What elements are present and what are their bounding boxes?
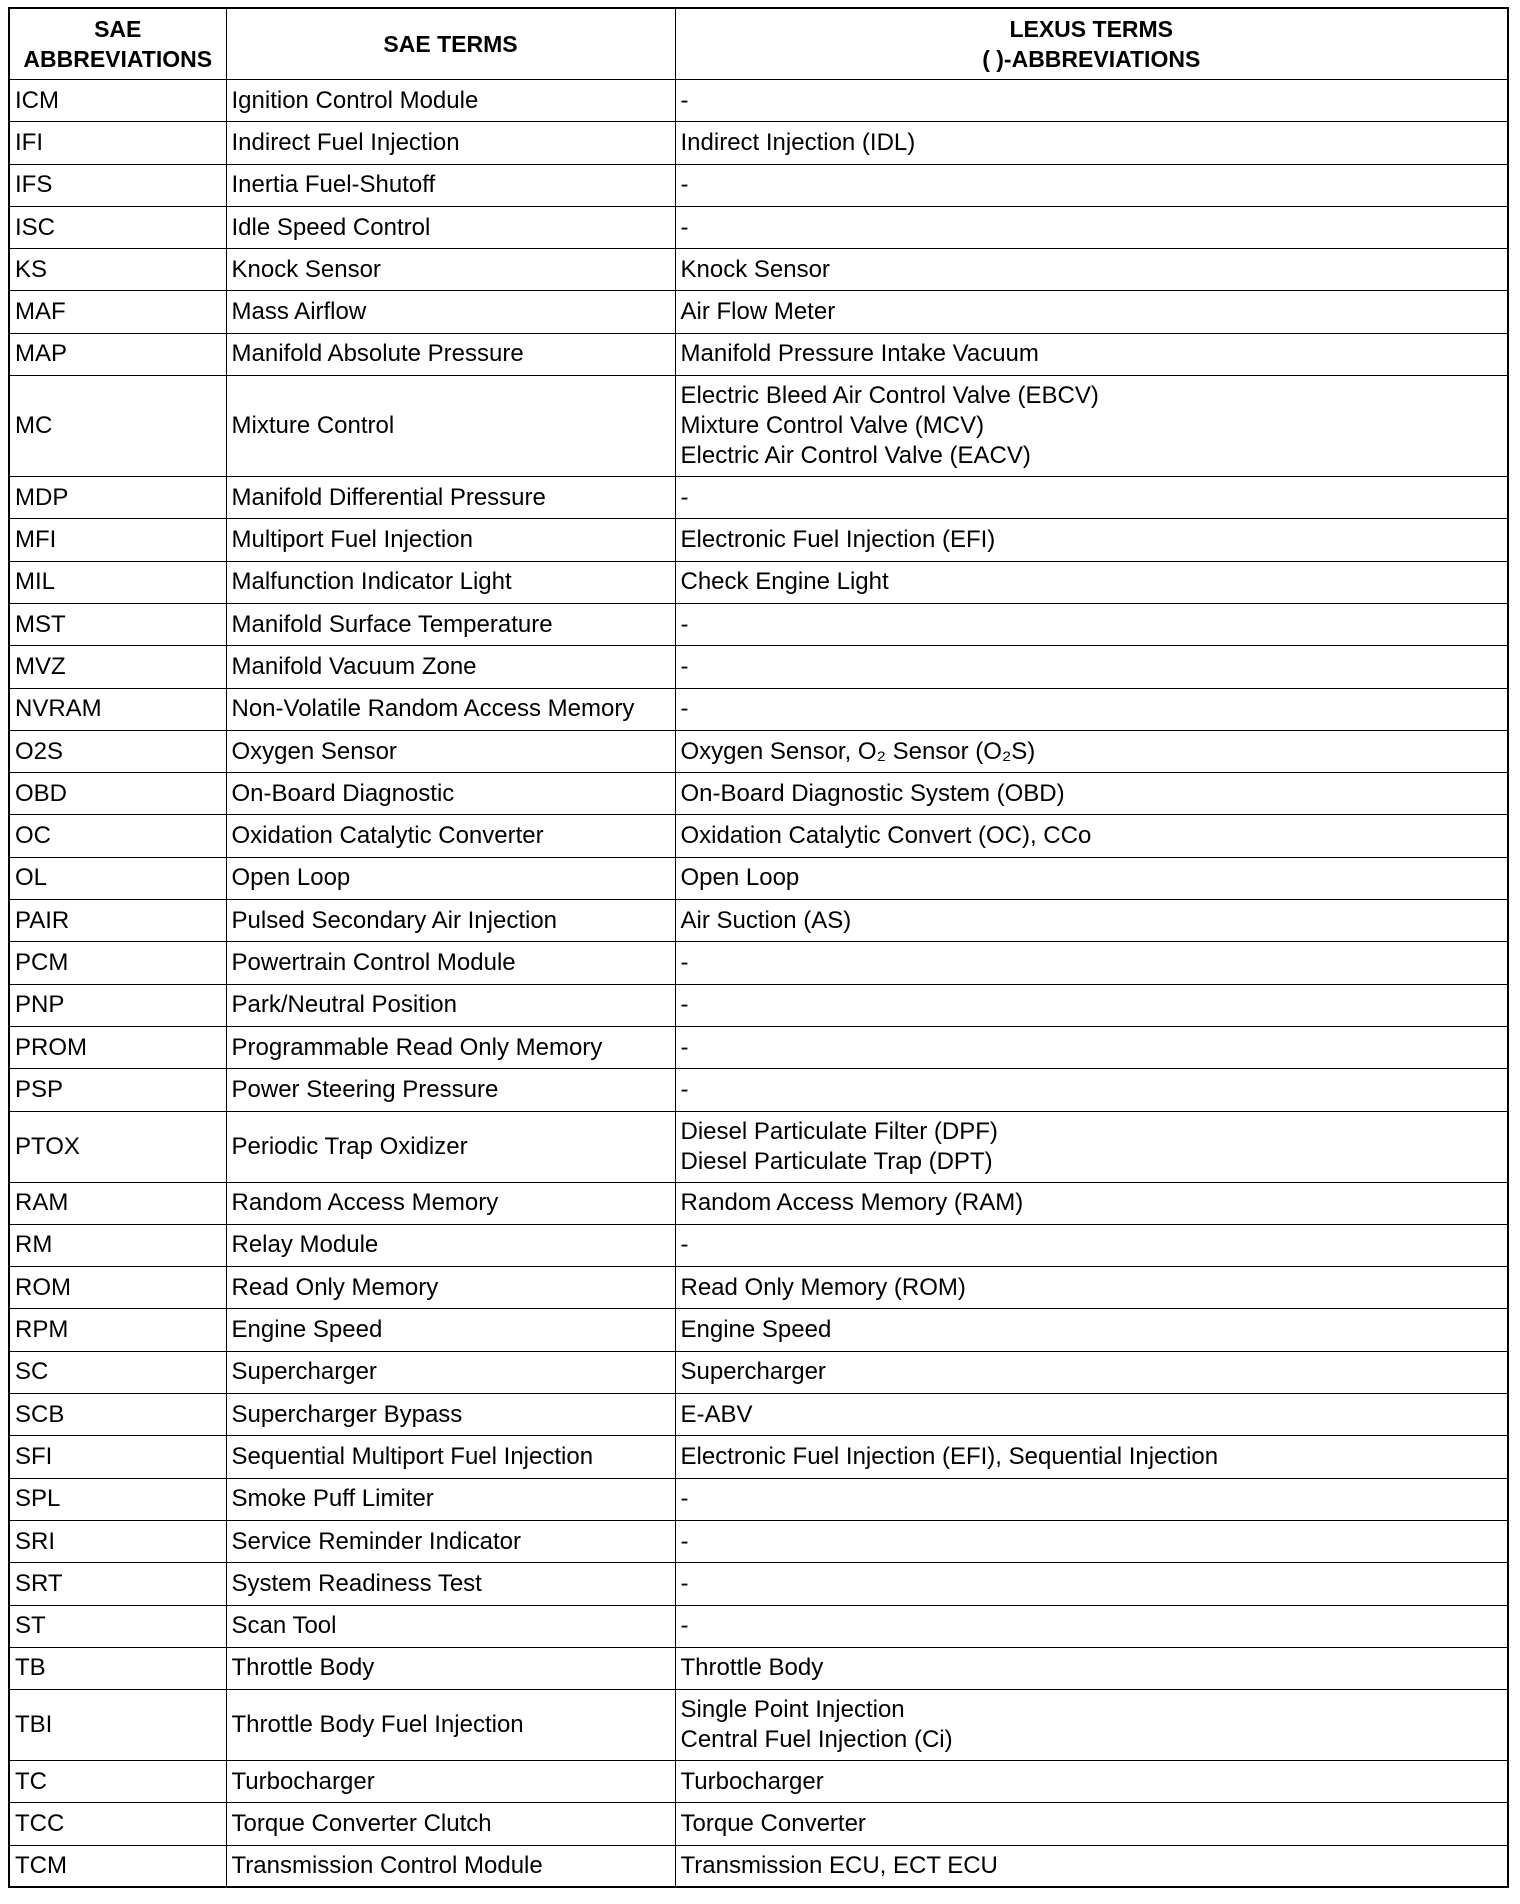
lexus-term-line: Electronic Fuel Injection (EFI), Sequential Injection [680,1442,1219,1470]
cell-sae-abbreviation: KS [9,249,226,291]
cell-sae-term: Transmission Control Module [226,1845,675,1887]
lexus-term-line: Air Flow Meter [680,298,836,326]
cell-sae-abbreviation: PCM [9,942,226,984]
cell-sae-term: Mass Airflow [226,291,675,333]
cell-sae-term: Smoke Puff Limiter [226,1478,675,1520]
table-row [9,519,1508,561]
cell-sae-abbreviation: O2S [9,730,226,772]
cell-lexus-term [675,333,1508,375]
lexus-term-line: - [680,1527,689,1555]
lexus-term-line: - [680,1231,689,1259]
table-row [9,206,1508,248]
cell-sae-abbreviation: MC [9,376,226,477]
cell-lexus-term [675,1182,1508,1224]
lexus-term-line: - [680,1485,689,1513]
cell-sae-term: Idle Speed Control [226,206,675,248]
abbreviations-table [8,7,1509,1888]
cell-lexus-term [675,477,1508,519]
cell-sae-term: Power Steering Pressure [226,1069,675,1111]
cell-lexus-term [675,1605,1508,1647]
cell-sae-abbreviation: SC [9,1351,226,1393]
lexus-term-line: Read Only Memory (ROM) [680,1273,966,1301]
lexus-term-line: Oxidation Catalytic Convert (OC), CCo [680,822,1092,850]
lexus-term-line: Turbocharger [680,1767,824,1795]
table-row [9,1605,1508,1647]
lexus-term-line: Electronic Fuel Injection (EFI) [680,526,996,554]
table-body [9,80,1508,1888]
table-row [9,773,1508,815]
lexus-term-line: Air Suction (AS) [680,906,852,934]
table-row [9,1182,1508,1224]
header-line: SAE TERMS [383,31,518,57]
table-row [9,1520,1508,1562]
table-row [9,815,1508,857]
cell-sae-term: Mixture Control [226,376,675,477]
cell-lexus-term [675,519,1508,561]
cell-lexus-term [675,646,1508,688]
lexus-term-line: E-ABV [680,1400,753,1428]
cell-sae-abbreviation: MFI [9,519,226,561]
lexus-term-line: Supercharger [680,1358,826,1386]
cell-lexus-term [675,730,1508,772]
header-lexus-terms [675,8,1508,80]
cell-sae-term: Inertia Fuel-Shutoff [226,164,675,206]
cell-lexus-term [675,561,1508,603]
cell-lexus-term [675,1803,1508,1845]
cell-sae-abbreviation: TCM [9,1845,226,1887]
cell-lexus-term [675,1761,1508,1803]
cell-lexus-term [675,291,1508,333]
table-row [9,1309,1508,1351]
table-row [9,291,1508,333]
cell-sae-abbreviation: IFS [9,164,226,206]
lexus-term-line: Manifold Pressure Intake Vacuum [680,340,1039,368]
cell-sae-abbreviation: PSP [9,1069,226,1111]
lexus-term-line: Indirect Injection (IDL) [680,128,916,156]
lexus-term-line: - [680,991,689,1019]
cell-lexus-term [675,1224,1508,1266]
cell-sae-abbreviation: MDP [9,477,226,519]
table-row [9,1563,1508,1605]
cell-lexus-term [675,815,1508,857]
table-row [9,1478,1508,1520]
lexus-term-line: Diesel Particulate Filter (DPF) [680,1117,998,1145]
lexus-term-line: Electric Bleed Air Control Valve (EBCV) [680,382,1099,410]
table-row [9,900,1508,942]
table-row [9,249,1508,291]
table-row [9,80,1508,122]
table-row [9,857,1508,899]
cell-sae-abbreviation: RM [9,1224,226,1266]
table-row [9,561,1508,603]
table-row [9,1111,1508,1182]
cell-sae-term: System Readiness Test [226,1563,675,1605]
table-row [9,376,1508,477]
cell-sae-abbreviation: SRI [9,1520,226,1562]
cell-sae-term: Indirect Fuel Injection [226,122,675,164]
cell-sae-term: Sequential Multiport Fuel Injection [226,1436,675,1478]
cell-sae-abbreviation: PNP [9,984,226,1026]
cell-sae-abbreviation: ST [9,1605,226,1647]
cell-lexus-term [675,1069,1508,1111]
cell-sae-abbreviation: TBI [9,1690,226,1761]
lexus-term-line: - [680,1569,689,1597]
cell-lexus-term [675,603,1508,645]
lexus-term-line: - [680,86,689,114]
lexus-term-line: - [680,1075,689,1103]
lexus-term-line: Electric Air Control Valve (EACV) [680,442,1031,470]
cell-sae-abbreviation: ROM [9,1267,226,1309]
cell-lexus-term [675,376,1508,477]
lexus-term-line: Diesel Particulate Trap (DPT) [680,1147,993,1175]
cell-sae-abbreviation: PTOX [9,1111,226,1182]
table-row [9,1224,1508,1266]
lexus-term-line: - [680,1612,689,1640]
cell-sae-term: Supercharger Bypass [226,1394,675,1436]
cell-sae-abbreviation: MAF [9,291,226,333]
lexus-term-line: - [680,213,689,241]
lexus-term-line: - [680,652,689,680]
cell-sae-abbreviation: PAIR [9,900,226,942]
cell-sae-term: Scan Tool [226,1605,675,1647]
cell-lexus-term [675,1845,1508,1887]
cell-lexus-term [675,1690,1508,1761]
cell-sae-term: Knock Sensor [226,249,675,291]
cell-lexus-term [675,1520,1508,1562]
cell-lexus-term [675,688,1508,730]
table-row [9,1761,1508,1803]
lexus-term-line: On-Board Diagnostic System (OBD) [680,779,1065,807]
cell-sae-term: Manifold Vacuum Zone [226,646,675,688]
cell-lexus-term [675,164,1508,206]
lexus-term-line: Random Access Memory (RAM) [680,1189,1024,1217]
table-row [9,1069,1508,1111]
cell-lexus-term [675,80,1508,122]
table-row [9,1647,1508,1689]
cell-sae-term: Non-Volatile Random Access Memory [226,688,675,730]
lexus-term-line: Central Fuel Injection (Ci) [680,1726,953,1754]
table-row [9,1436,1508,1478]
cell-sae-abbreviation: PROM [9,1026,226,1068]
cell-sae-term: Malfunction Indicator Light [226,561,675,603]
cell-sae-abbreviation: MIL [9,561,226,603]
header-line: ( )-ABBREVIATIONS [982,46,1201,72]
lexus-term-line: Transmission ECU, ECT ECU [680,1852,998,1880]
table-row [9,1690,1508,1761]
cell-sae-abbreviation: OC [9,815,226,857]
header-line: LEXUS TERMS [1009,16,1174,42]
cell-sae-abbreviation: MAP [9,333,226,375]
table-row [9,122,1508,164]
cell-sae-term: Powertrain Control Module [226,942,675,984]
cell-sae-term: Manifold Differential Pressure [226,477,675,519]
cell-lexus-term [675,1478,1508,1520]
cell-sae-term: Ignition Control Module [226,80,675,122]
table-row [9,984,1508,1026]
cell-lexus-term [675,1267,1508,1309]
cell-sae-term: Relay Module [226,1224,675,1266]
cell-sae-term: Torque Converter Clutch [226,1803,675,1845]
cell-sae-abbreviation: SPL [9,1478,226,1520]
header-row [9,8,1508,80]
cell-sae-term: Multiport Fuel Injection [226,519,675,561]
cell-lexus-term [675,942,1508,984]
cell-sae-abbreviation: RAM [9,1182,226,1224]
lexus-term-line: Throttle Body [680,1654,824,1682]
lexus-term-line: - [680,1033,689,1061]
cell-lexus-term [675,1563,1508,1605]
cell-sae-term: Park/Neutral Position [226,984,675,1026]
cell-sae-abbreviation: OL [9,857,226,899]
header-line: SAE [94,16,142,42]
cell-lexus-term [675,122,1508,164]
cell-sae-term: Programmable Read Only Memory [226,1026,675,1068]
cell-sae-term: Engine Speed [226,1309,675,1351]
table-row [9,942,1508,984]
table-row [9,1267,1508,1309]
cell-lexus-term [675,1309,1508,1351]
header-sae-abbreviations [9,8,226,80]
cell-sae-term: Throttle Body Fuel Injection [226,1690,675,1761]
cell-sae-abbreviation: OBD [9,773,226,815]
cell-lexus-term [675,1351,1508,1393]
cell-sae-abbreviation: TCC [9,1803,226,1845]
cell-sae-abbreviation: RPM [9,1309,226,1351]
cell-lexus-term [675,984,1508,1026]
cell-sae-abbreviation: TB [9,1647,226,1689]
cell-sae-term: Manifold Absolute Pressure [226,333,675,375]
cell-sae-term: Turbocharger [226,1761,675,1803]
cell-sae-abbreviation: SFI [9,1436,226,1478]
lexus-term-line: - [680,171,689,199]
table-row [9,1026,1508,1068]
table-header [9,8,1508,80]
cell-lexus-term [675,1026,1508,1068]
lexus-term-line: Open Loop [680,864,800,892]
lexus-term-line: Oxygen Sensor, O₂ Sensor (O₂S) [680,737,1036,765]
cell-lexus-term [675,206,1508,248]
cell-sae-term: Random Access Memory [226,1182,675,1224]
cell-lexus-term [675,857,1508,899]
cell-sae-abbreviation: NVRAM [9,688,226,730]
table-row [9,730,1508,772]
table-row [9,688,1508,730]
cell-sae-abbreviation: ICM [9,80,226,122]
cell-sae-term: Manifold Surface Temperature [226,603,675,645]
cell-sae-term: Oxygen Sensor [226,730,675,772]
cell-lexus-term [675,1394,1508,1436]
cell-sae-abbreviation: MST [9,603,226,645]
cell-lexus-term [675,249,1508,291]
lexus-term-line: Torque Converter [680,1810,866,1838]
table-row [9,1394,1508,1436]
cell-sae-term: Open Loop [226,857,675,899]
table-row [9,477,1508,519]
lexus-term-line: - [680,483,689,511]
cell-sae-term: Pulsed Secondary Air Injection [226,900,675,942]
lexus-term-line: Knock Sensor [680,255,830,283]
cell-sae-abbreviation: MVZ [9,646,226,688]
lexus-term-line: - [680,948,689,976]
cell-sae-abbreviation: IFI [9,122,226,164]
table-row [9,603,1508,645]
cell-sae-abbreviation: SRT [9,1563,226,1605]
table-row [9,646,1508,688]
cell-sae-term: Supercharger [226,1351,675,1393]
cell-sae-abbreviation: SCB [9,1394,226,1436]
cell-sae-abbreviation: ISC [9,206,226,248]
cell-sae-term: Periodic Trap Oxidizer [226,1111,675,1182]
cell-lexus-term [675,900,1508,942]
cell-sae-term: Throttle Body [226,1647,675,1689]
header-sae-terms [226,8,675,80]
lexus-term-line: Single Point Injection [680,1696,905,1724]
cell-sae-term: Service Reminder Indicator [226,1520,675,1562]
lexus-term-line: Check Engine Light [680,568,889,596]
cell-sae-term: Read Only Memory [226,1267,675,1309]
lexus-term-line: - [680,610,689,638]
cell-lexus-term [675,1647,1508,1689]
table-row [9,333,1508,375]
table-row [9,1803,1508,1845]
lexus-term-line: Mixture Control Valve (MCV) [680,412,985,440]
table-row [9,164,1508,206]
header-line: ABBREVIATIONS [23,46,213,72]
cell-lexus-term [675,1111,1508,1182]
cell-lexus-term [675,773,1508,815]
cell-lexus-term [675,1436,1508,1478]
lexus-term-line: Engine Speed [680,1316,832,1344]
lexus-term-line: - [680,695,689,723]
table-row [9,1845,1508,1887]
cell-sae-term: Oxidation Catalytic Converter [226,815,675,857]
cell-sae-term: On-Board Diagnostic [226,773,675,815]
cell-sae-abbreviation: TC [9,1761,226,1803]
table-row [9,1351,1508,1393]
